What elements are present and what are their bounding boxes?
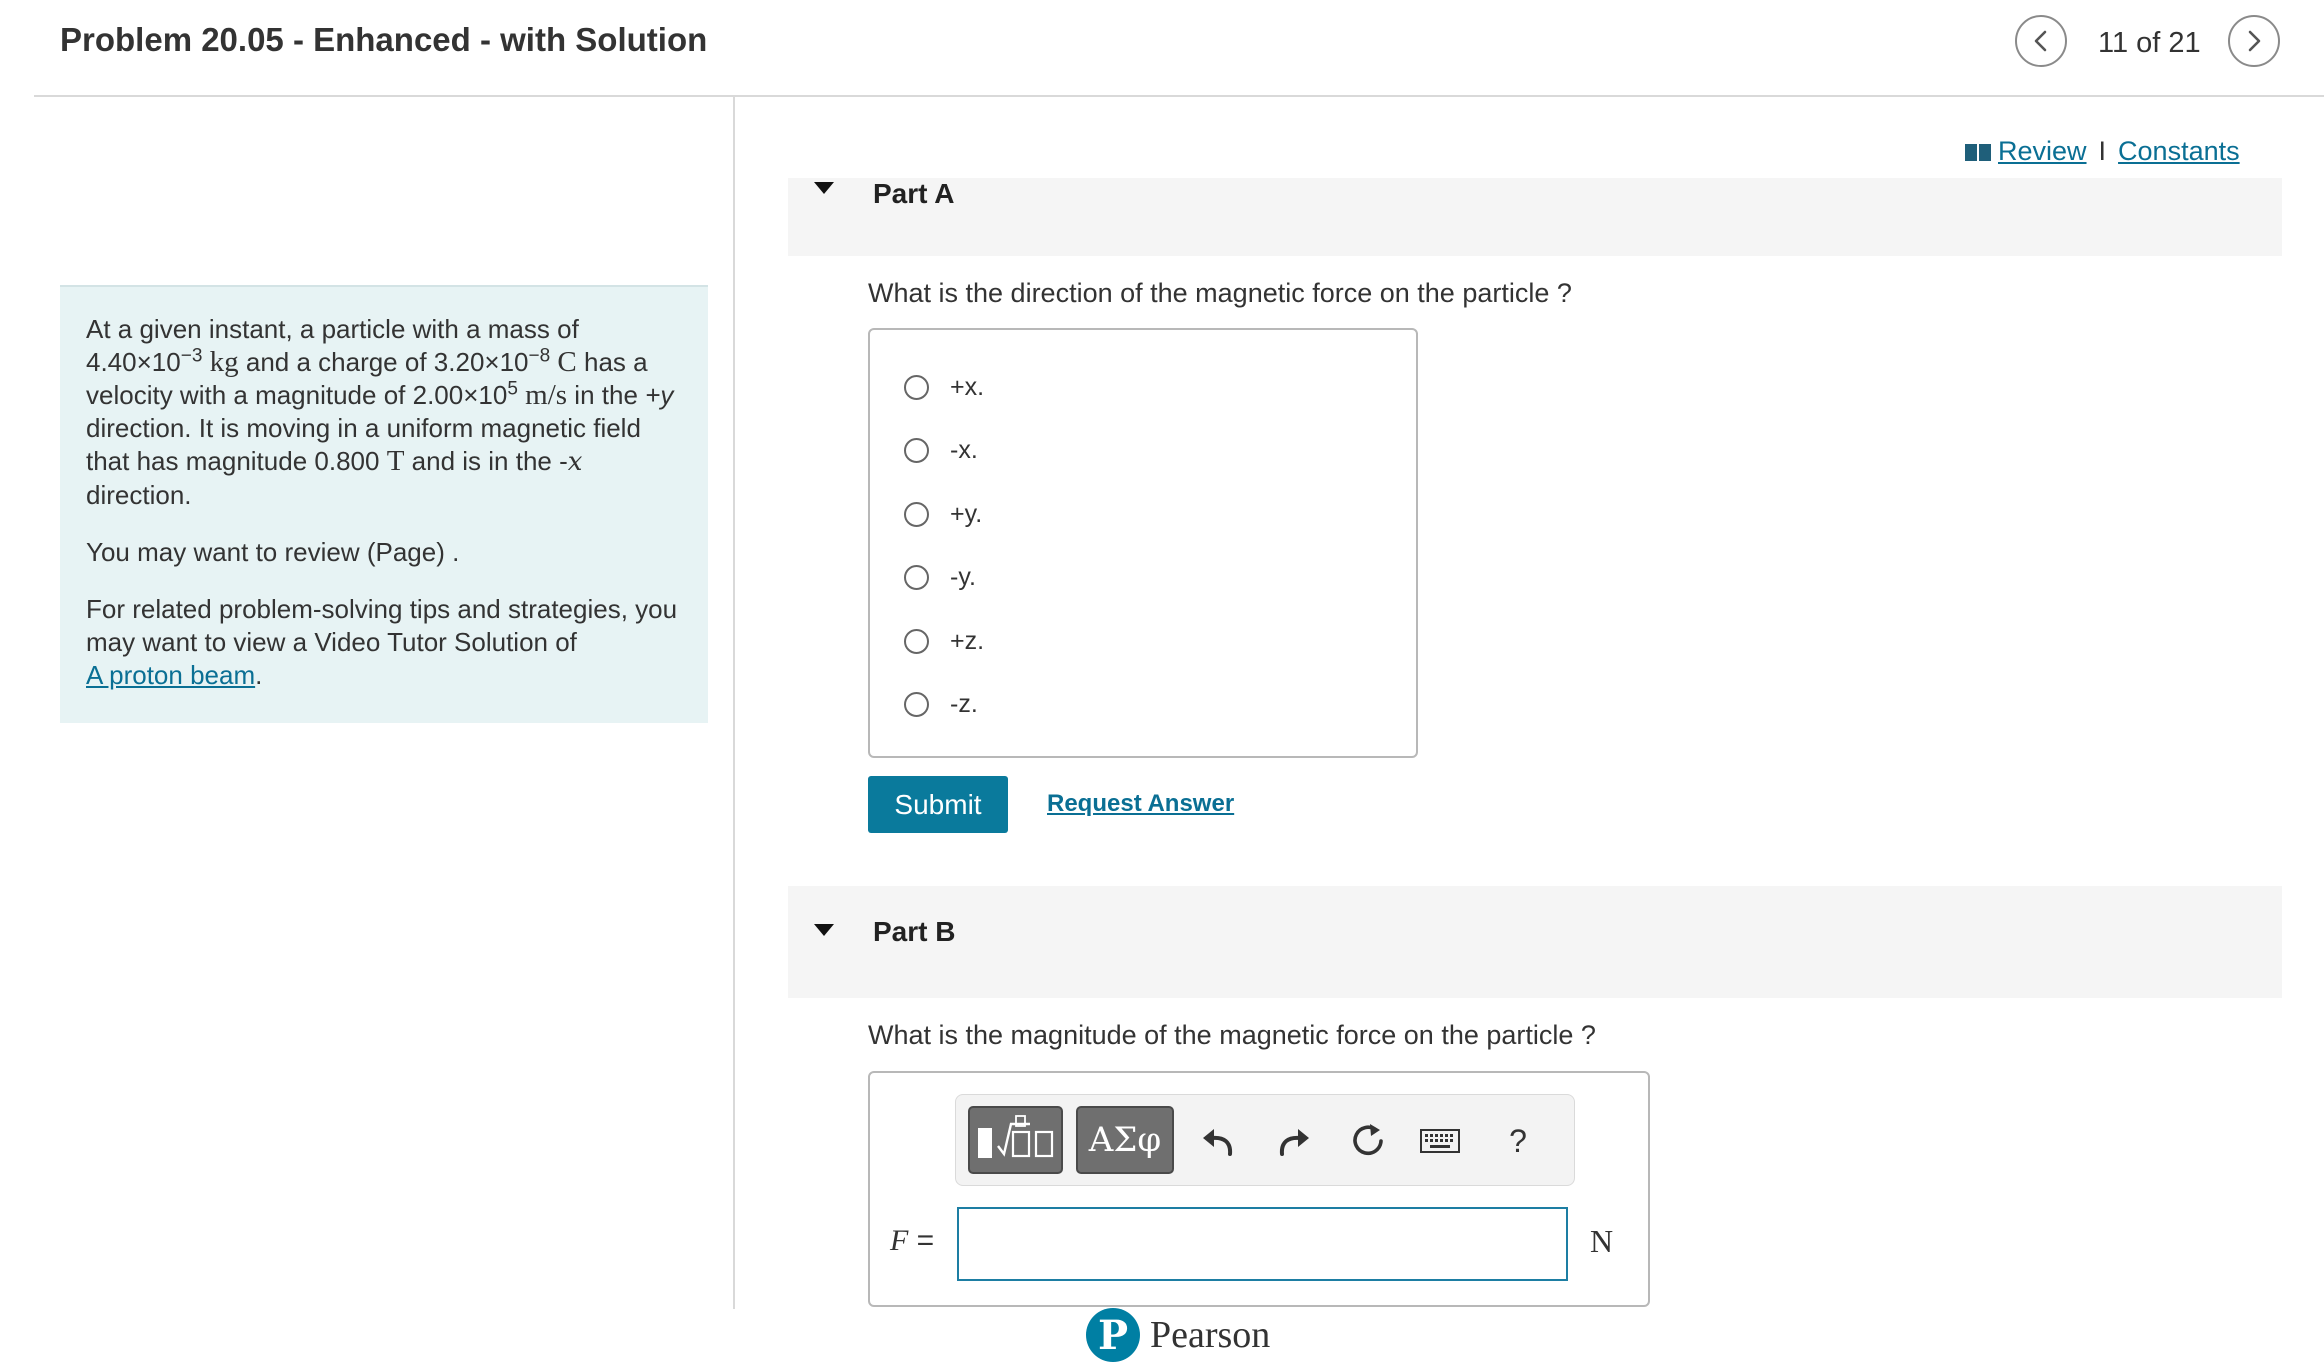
choice-minus-x[interactable]: -x.: [904, 435, 978, 465]
problem-counter: 11 of 21: [2098, 27, 2201, 59]
intro-paragraph: At a given instant, a particle with a mass of $4.40\times 10^{-3}$ kg and a charge of $3.20\times 10^{-8}$ C has a velocity with a magnitude of $2.00\times 10^5$ m/s in the +y direction. It is moving in a uniform magnetic field that has magnitude 0.800 T and is in the -x direction.: [86, 314, 674, 510]
pearson-logo: P: [1086, 1308, 1140, 1362]
review-constants-bar: [1964, 136, 2240, 167]
caret-down-icon: [814, 182, 834, 194]
link-separator: I: [2098, 136, 2107, 166]
part-a-header[interactable]: [788, 178, 2282, 256]
radio-button[interactable]: [904, 629, 929, 654]
charge-value: $3.20\times 10^{-8}$ C: [433, 345, 577, 378]
header-bar: [0, 0, 2324, 96]
magnitude-answer-input[interactable]: [957, 1207, 1568, 1281]
mass-value: $4.40\times 10^{-3}$ kg: [86, 345, 239, 378]
choice-minus-z[interactable]: -z.: [904, 689, 978, 719]
constants-link[interactable]: Constants: [2118, 136, 2240, 166]
templates-icon: [974, 1114, 1058, 1166]
undo-icon[interactable]: [1196, 1119, 1240, 1163]
reset-icon[interactable]: [1346, 1119, 1390, 1163]
part-a-title: Part A: [873, 178, 955, 209]
field-value: 0.800 T: [314, 445, 405, 477]
review-page-text: You may want to review (Page) .: [86, 537, 460, 567]
part-b-header[interactable]: [788, 886, 2282, 998]
chevron-left-icon: [2031, 29, 2051, 53]
field-axis: x: [567, 447, 583, 477]
radio-button[interactable]: [904, 438, 929, 463]
radio-button[interactable]: [904, 375, 929, 400]
unit-label: N: [1590, 1223, 1614, 1259]
redo-icon[interactable]: [1272, 1119, 1316, 1163]
choice-minus-y[interactable]: -y.: [904, 562, 976, 592]
velocity-value: $2.00\times 10^5$ m/s: [412, 378, 568, 411]
choice-plus-z[interactable]: +z.: [904, 626, 984, 656]
direction-y: +y: [645, 380, 674, 410]
radio-button[interactable]: [904, 692, 929, 717]
problem-intro: [60, 285, 708, 723]
chevron-right-icon: [2244, 29, 2264, 53]
book-icon: [1964, 141, 1992, 163]
templates-button[interactable]: [968, 1106, 1063, 1174]
review-link[interactable]: Review: [1998, 136, 2087, 166]
column-divider: [733, 97, 735, 1309]
help-button[interactable]: ?: [1509, 1122, 1527, 1159]
part-a-question: What is the direction of the magnetic force on the particle ?: [868, 278, 1572, 308]
answer-choices: [868, 328, 1418, 758]
submit-button[interactable]: Submit: [868, 776, 1008, 833]
choice-plus-x[interactable]: +x.: [904, 372, 984, 402]
greek-symbols-button[interactable]: ΑΣφ: [1076, 1106, 1174, 1174]
page-title: Problem 20.05 - Enhanced - with Solution: [60, 21, 708, 58]
answer-variable-label: F =: [890, 1224, 935, 1257]
radio-button[interactable]: [904, 565, 929, 590]
video-tutor-text: For related problem-solving tips and strategies, you may want to view a Video Tutor Solution of A proton beam.: [86, 594, 678, 690]
previous-problem-button[interactable]: [2015, 15, 2067, 67]
video-tutor-link[interactable]: A proton beam: [86, 660, 256, 690]
math-toolbar: [955, 1094, 1575, 1186]
radio-button[interactable]: [904, 502, 929, 527]
part-b-title: Part B: [873, 916, 956, 947]
caret-down-icon: [814, 924, 834, 936]
pearson-brand: [1086, 1308, 1270, 1362]
next-problem-button[interactable]: [2228, 15, 2280, 67]
part-b-question: What is the magnitude of the magnetic force on the particle ?: [868, 1020, 1596, 1050]
header-divider: [34, 95, 2324, 97]
request-answer-link[interactable]: Request Answer: [1047, 790, 1235, 817]
keyboard-icon[interactable]: [1418, 1119, 1462, 1163]
choice-plus-y[interactable]: +y.: [904, 499, 982, 529]
pearson-wordmark: Pearson: [1150, 1314, 1271, 1356]
